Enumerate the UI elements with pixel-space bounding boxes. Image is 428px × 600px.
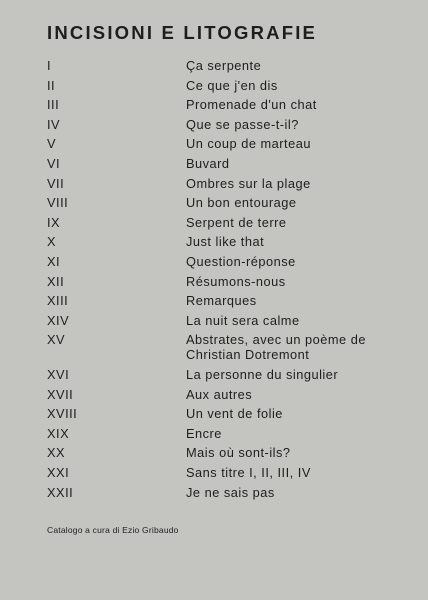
entry-title-line: Serpent de terre xyxy=(186,214,287,230)
entry-title xyxy=(186,387,396,402)
entry-title xyxy=(186,274,396,289)
entry-number: XII xyxy=(47,273,65,289)
entry-number: XXI xyxy=(47,465,70,480)
entry-number: IX xyxy=(47,214,61,230)
entry-number: II xyxy=(47,77,56,93)
entry-number: XIII xyxy=(47,293,69,309)
entry-title xyxy=(186,313,396,328)
catalog-credit: Catalogo a cura di Ezio Gribaudo xyxy=(47,525,179,535)
entry-title-line: Just like that xyxy=(186,234,265,250)
entry-title xyxy=(186,176,396,191)
page-title: INCISIONI E LITOGRAFIE xyxy=(47,22,318,43)
entry-title-line: Abstrates, avec un poème de xyxy=(186,332,366,348)
entry-title-line: Sans titre I, II, III, IV xyxy=(186,465,311,480)
entry-title xyxy=(186,332,396,362)
entry-number: V xyxy=(47,136,57,152)
entry-title xyxy=(186,406,396,421)
entry-title-line: La personne du singulier xyxy=(186,367,339,382)
entry-title-line: Un coup de marteau xyxy=(186,136,311,152)
entry-title-line: Que se passe-t-il? xyxy=(186,116,299,132)
entry-title-line: Christian Dotremont xyxy=(186,347,310,363)
entry-number: III xyxy=(47,97,60,113)
entry-number: XIX xyxy=(47,425,70,441)
entry-number: XVII xyxy=(47,386,74,402)
entry-title xyxy=(186,293,396,308)
entry-number: VIII xyxy=(47,195,69,211)
entry-title-line: Mais où sont-ils? xyxy=(186,445,291,461)
entry-title-line: Je ne sais pas xyxy=(186,484,275,500)
entry-title-line: Un bon entourage xyxy=(186,195,297,211)
entry-title-line: Aux autres xyxy=(186,386,253,402)
entry-title xyxy=(186,78,396,93)
entry-title-line: Ça serpente xyxy=(186,58,262,73)
entry-title xyxy=(186,465,396,480)
entry-number: XXII xyxy=(47,484,74,500)
entry-title-line: Question-réponse xyxy=(186,254,296,269)
entry-title xyxy=(186,426,396,441)
entry-number: IV xyxy=(47,116,61,132)
entry-number: XVI xyxy=(47,367,70,382)
entry-number: I xyxy=(47,58,52,73)
entry-title xyxy=(186,445,396,460)
entry-title-line: La nuit sera calme xyxy=(186,312,300,328)
entry-title xyxy=(186,254,396,269)
entry-title-line: Ce que j'en dis xyxy=(186,77,278,93)
entry-title xyxy=(186,156,396,171)
entry-number: XX xyxy=(47,445,66,461)
entry-title-line: Résumons-nous xyxy=(186,273,286,289)
entry-title xyxy=(186,136,396,151)
entry-title xyxy=(186,58,396,73)
entry-number: XIV xyxy=(47,312,70,328)
entry-number: XVIII xyxy=(47,406,78,422)
entry-number: XV xyxy=(47,332,66,348)
entry-title-line: Encre xyxy=(186,425,222,441)
entry-title-line: Buvard xyxy=(186,156,230,171)
entry-title-line: Ombres sur la plage xyxy=(186,175,311,191)
entry-title xyxy=(186,97,396,112)
entry-title xyxy=(186,195,396,210)
entry-title xyxy=(186,215,396,230)
entry-number: VII xyxy=(47,175,65,191)
entry-number: X xyxy=(47,234,57,250)
entry-title xyxy=(186,234,396,249)
entry-title xyxy=(186,485,396,500)
entry-title xyxy=(186,117,396,132)
entry-title-line: Un vent de folie xyxy=(186,406,283,422)
entry-title-line: Promenade d'un chat xyxy=(186,97,317,113)
entry-number: VI xyxy=(47,156,61,171)
entry-title xyxy=(186,367,396,382)
entry-number: XI xyxy=(47,254,61,269)
entry-title-line: Remarques xyxy=(186,293,257,309)
